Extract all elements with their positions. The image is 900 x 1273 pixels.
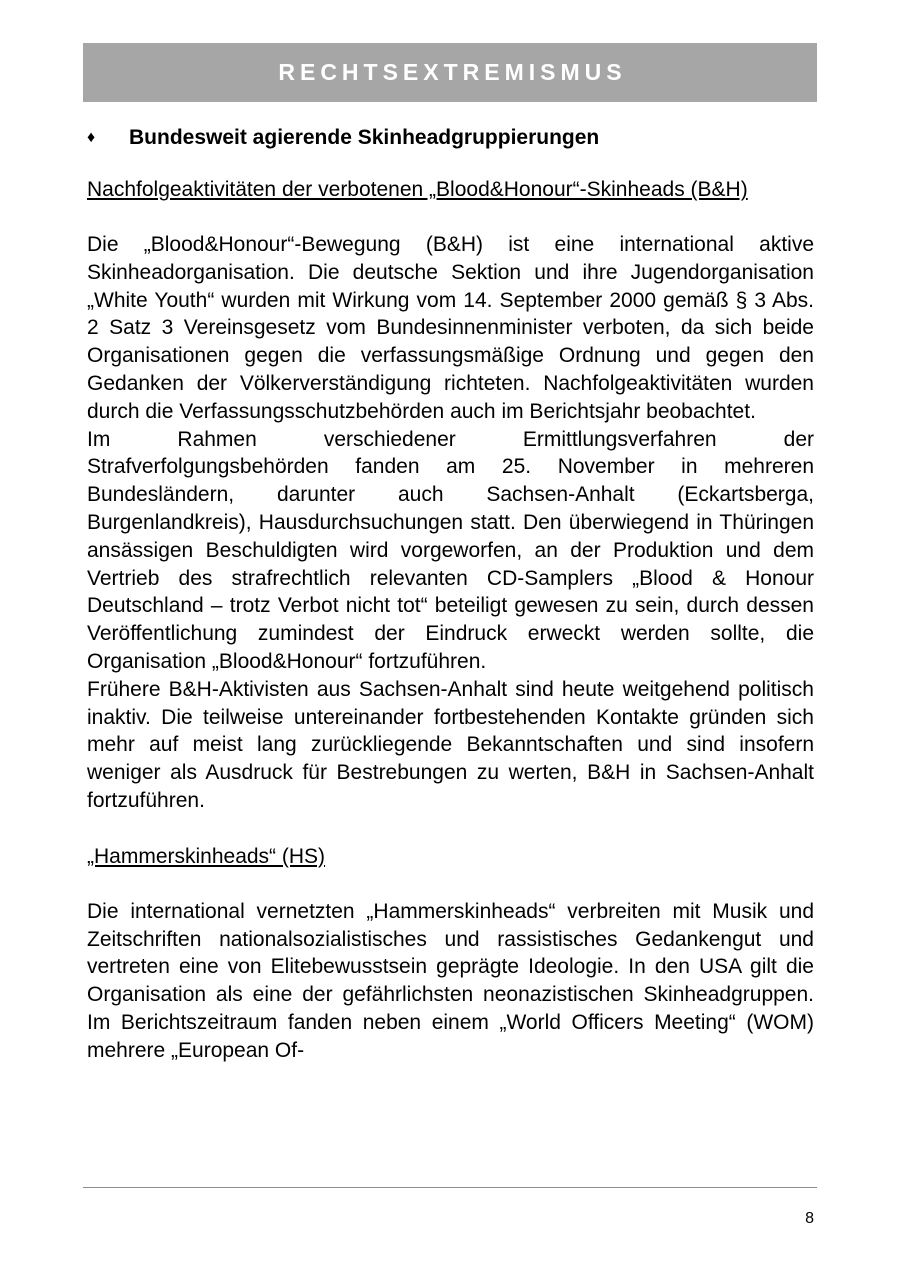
paragraph-blood-honour-1: Die „Blood&Honour“-Bewegung (B&H) ist eine international aktive Skinheadorganisation. Die deutsche Sektion und ihre Jugendorganisation „White Youth“ wurden mit Wirkung vom 14. September 2000 gemäß § 3 Abs. 2 Satz 3 Vereinsgesetz vom Bundesinnenminister verboten, da sich beide Organisationen gegen die verfassungsmäßige Ordnung und gegen den Gedanken der Völkerverständigung richteten. Nachfolgeaktivitäten wurden durch die Verfassungsschutzbehörden auch im Berichtsjahr beobachtet. xyxy=(87,233,814,423)
page-number: 8 xyxy=(805,1210,814,1227)
spacer xyxy=(87,871,814,898)
subheading-blood-honour: Nachfolgeaktivitäten der verbotenen „Blood&Honour“-Skinheads (B&H) xyxy=(87,178,748,201)
section-heading-text: Bundesweit agierende Skinheadgruppierungen xyxy=(129,126,600,149)
header-band xyxy=(83,43,817,102)
paragraph-blood-honour-2: Im Rahmen verschiedener Ermittlungsverfahren der Strafverfolgungsbehörden fanden am 25. November in mehreren Bundesländern, darunter auch Sachsen-Anhalt (Eckartsberga, Burgenlandkreis), Hausdurchsuchungen statt. Den überwiegend in Thüringen ansässigen Beschuldigten wird vorgeworfen, an der Produktion und dem Vertrieb des strafrechtlich relevanten CD-Samplers „Blood & Honour Deutschland – trotz Verbot nicht tot“ beteiligt gewesen zu sein, durch dessen Veröffentlichung zumindest der Eindruck erweckt werden sollte, die Organisation „Blood&Honour“ fortzuführen. xyxy=(87,427,814,673)
spacer xyxy=(87,204,814,231)
footer-divider xyxy=(83,1187,817,1188)
diamond-bullet-icon: ♦ xyxy=(87,129,96,146)
subheading-hammerskins: „Hammerskinheads“ (HS) xyxy=(87,844,326,868)
document-body xyxy=(87,120,814,1065)
paragraph-hammerskins-1: Die international vernetzten „Hammerskinheads“ verbreiten mit Musik und Zeitschriften nationalsozialistisches und rassistisches Gedankengut und vertreten eine von Elitebewusstsein geprägte Ideologie. In den USA gilt die Organisation als eine der gefährlichsten neonazistischen Skinheadgruppen. Im Berichtszeitraum fanden neben einem „World Officers Meeting“ (WOM) mehrere „European Of- xyxy=(87,899,814,1062)
header-title: RECHTSEXTREMISMUS xyxy=(278,59,627,85)
paragraph-blood-honour-3: Frühere B&H-Aktivisten aus Sachsen-Anhalt sind heute weitgehend politisch inaktiv. Die teilweise untereinander fortbestehenden Kontakte gründen sich mehr auf meist lang zurückliegende Bekanntschaften und sind insofern weniger als Ausdruck für Bestrebungen zu werten, B&H in Sachsen-Anhalt fortzuführen. xyxy=(87,677,814,812)
section-heading xyxy=(87,120,814,156)
